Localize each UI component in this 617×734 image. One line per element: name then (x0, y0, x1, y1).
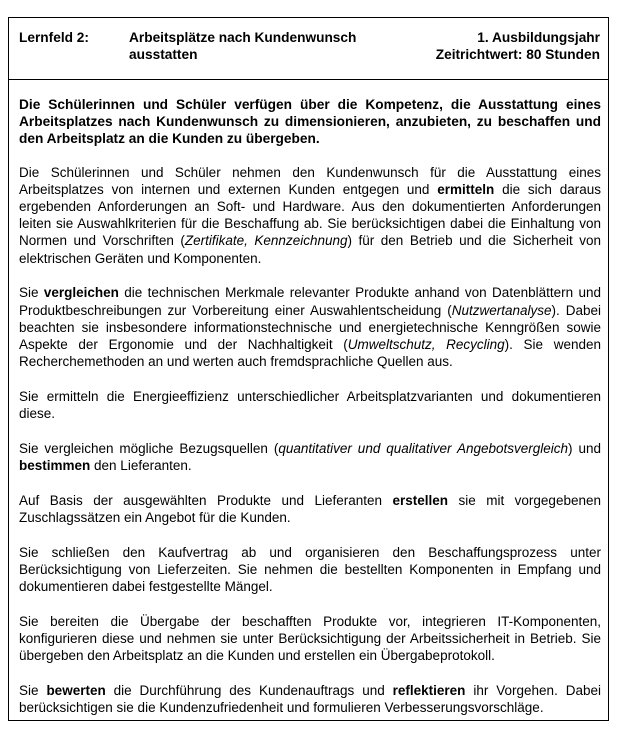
lernfeld-label: Lernfeld 2: (19, 30, 89, 45)
text-span: Auf Basis der ausgewählten Produkte und Lieferanten (19, 492, 393, 508)
keyword: erstellen (392, 492, 449, 508)
text-span: ihr Vorgehen. Dabei berücksichtigen sie die Kundenzufriedenheit und formulieren Verbesserungsvorschläge. (19, 682, 602, 715)
text-span: die Durchführung des Kundenauftrags und (105, 682, 393, 698)
text-span: den Lieferanten. (90, 457, 192, 473)
text-span: Sie vergleichen mögliche Bezugsquellen ( (19, 440, 279, 456)
paragraph-evaluation (19, 682, 601, 716)
training-year: 1. Ausbildungsjahr (477, 30, 600, 45)
paragraph-requirements (19, 164, 601, 267)
paragraph-energy: Sie ermitteln die Energieeffizienz unterschiedlicher Arbeitsplatzvarianten und dokumentieren diese. (19, 388, 601, 422)
keyword: reflektieren (392, 682, 466, 698)
emphasis: Zertifikate, Kennzeichnung (184, 233, 348, 249)
emphasis: quantitativer und qualitativer Angebotsvergleich (278, 440, 569, 456)
text-span: ). Dabei beachten sie insbesondere informationstechnische und energietechnische Kenngrößen sowie Aspekte der Ergonomie und der Nachhaltigkeit ( (19, 302, 601, 352)
keyword: bewerten (46, 682, 106, 698)
keyword: vergleichen (43, 285, 119, 301)
header (9, 18, 608, 80)
paragraph-offer (19, 492, 601, 526)
time-guideline: Zeitrichtwert: 80 Stunden (435, 47, 600, 62)
header-meta (436, 29, 600, 63)
paragraph-sources (19, 440, 601, 474)
paragraph-compare (19, 284, 601, 370)
paragraph-handover: Sie bereiten die Übergabe der beschafften Produkte vor, integrieren IT-Komponenten, konfigurieren diese und nehmen sie unter Berücksichtigung der Arbeitssicherheit in Betrieb. Sie übergeben den Arbeitsplatz an die Kunden und erstellen ein Übergabeprotokoll. (19, 613, 601, 664)
text-span: Sie (19, 285, 44, 301)
text-span: ) und (568, 440, 601, 456)
document-body (19, 96, 601, 734)
text-span: ) für den Betrieb und die Sicherheit von elektrischen Geräten und Komponenten. (19, 233, 601, 266)
text-span: die technischen Merkmale relevanter Produkte anhand von Datenblättern und Produktbeschreibungen zur Vorbereitung einer Auswahlentscheidung ( (19, 285, 602, 318)
lead-paragraph: Die Schülerinnen und Schüler verfügen über die Kompetenz, die Ausstattung eines Arbeitsplatzes nach Kundenwunsch zu dimensionieren, anzubieten, zu beschaffen und den Arbeitsplatz an die Kunden zu übergeben. (19, 97, 601, 147)
text-span: sie mit vorgegebenen Zuschlagssätzen ein Angebot für die Kunden. (19, 492, 601, 525)
text-span: ). Sie wenden Recherchemethoden an und werten auch fremdsprachliche Quellen aus. (19, 336, 601, 370)
emphasis: Umweltschutz, Recycling (347, 336, 505, 352)
keyword: ermitteln (437, 181, 495, 197)
keyword: bestimmen (19, 457, 91, 473)
text-span: Sie (19, 682, 47, 698)
text-span: Die Schülerinnen und Schüler nehmen den Kundenwunsch für die Ausstattung eines Arbeitsplatzes von internen und externen Kunden entgegen und (19, 164, 601, 197)
lernfeld-title: Arbeitsplätze nach Kundenwunsch ausstatten (129, 30, 357, 62)
text-span: die sich daraus ergebenden Anforderungen an Soft- und Hardware. Aus den dokumentierten Anforderungen leiten sie Auswahlkriterien für die Beschaffung ab. Sie berücksichtigen dabei die Einhaltung von Normen und Vorschriften ( (19, 181, 601, 249)
document-frame (8, 17, 609, 721)
paragraph-procurement: Sie schließen den Kaufvertrag ab und organisieren den Beschaffungsprozess unter Berücksichtigung von Lieferzeiten. Sie nehmen die bestellten Komponenten in Empfang und dokumentieren dabei festgestellte Mängel. (19, 544, 601, 594)
emphasis: Nutzwertanalyse (451, 302, 552, 318)
